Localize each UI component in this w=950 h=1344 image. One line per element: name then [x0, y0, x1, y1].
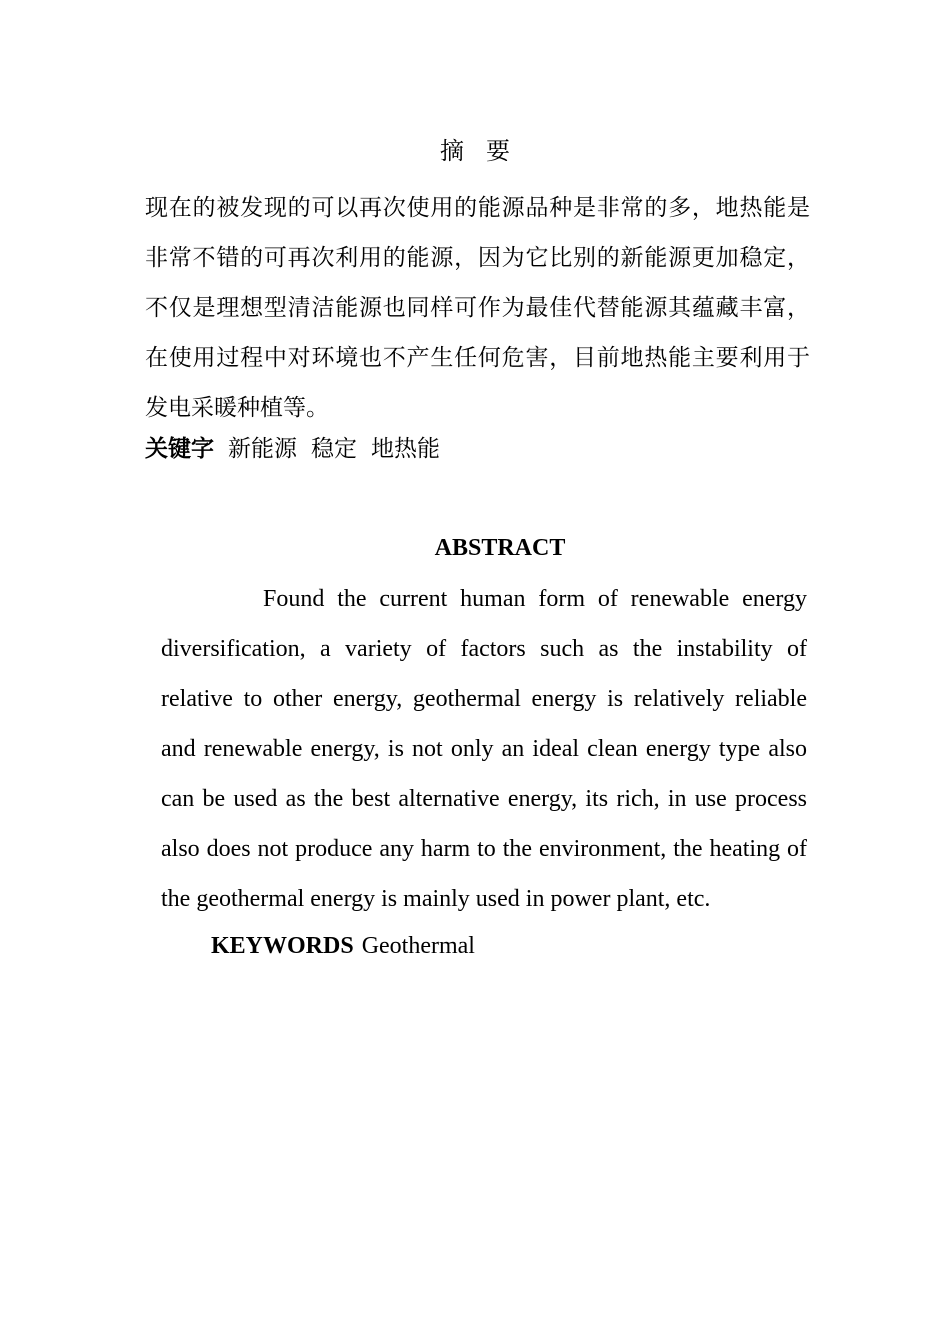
chinese-abstract-title: 摘要 [440, 137, 532, 165]
chinese-keywords-label: 关键字 [145, 436, 214, 462]
english-abstract-title: ABSTRACT [434, 535, 566, 561]
chinese-keyword: 新能源 [228, 436, 297, 462]
chinese-keyword: 地热能 [371, 436, 440, 462]
chinese-keywords [145, 431, 454, 467]
english-keyword: Geothermal [361, 933, 475, 959]
chinese-keyword: 稳定 [311, 436, 357, 462]
english-keywords-label: KEYWORDS [211, 933, 354, 959]
chinese-abstract-body: 现在的被发现的可以再次使用的能源品种是非常的多，地热能是非常不错的可再次利用的能源，因为它比别的新能源更加稳定，不仅是理想型清洁能源也同样可作为最佳代替能源其蕴藏丰富，在使用过程中对环境也不产生任何危害，目前地热能主要利用于发电采暖种植等。 [145, 195, 810, 421]
english-keywords [211, 930, 475, 962]
english-abstract-body: Found the current human form of renewable energy diversification, a variety of factors such as the instability of relative to other energy, geothermal energy is relatively reliable and renewable energy, is not only an ideal clean energy type also can be used as the best alternative energy, its rich, in use process also does not produce any harm to the environment, the heating of the geothermal energy is mainly used in power plant, etc. [161, 586, 807, 912]
